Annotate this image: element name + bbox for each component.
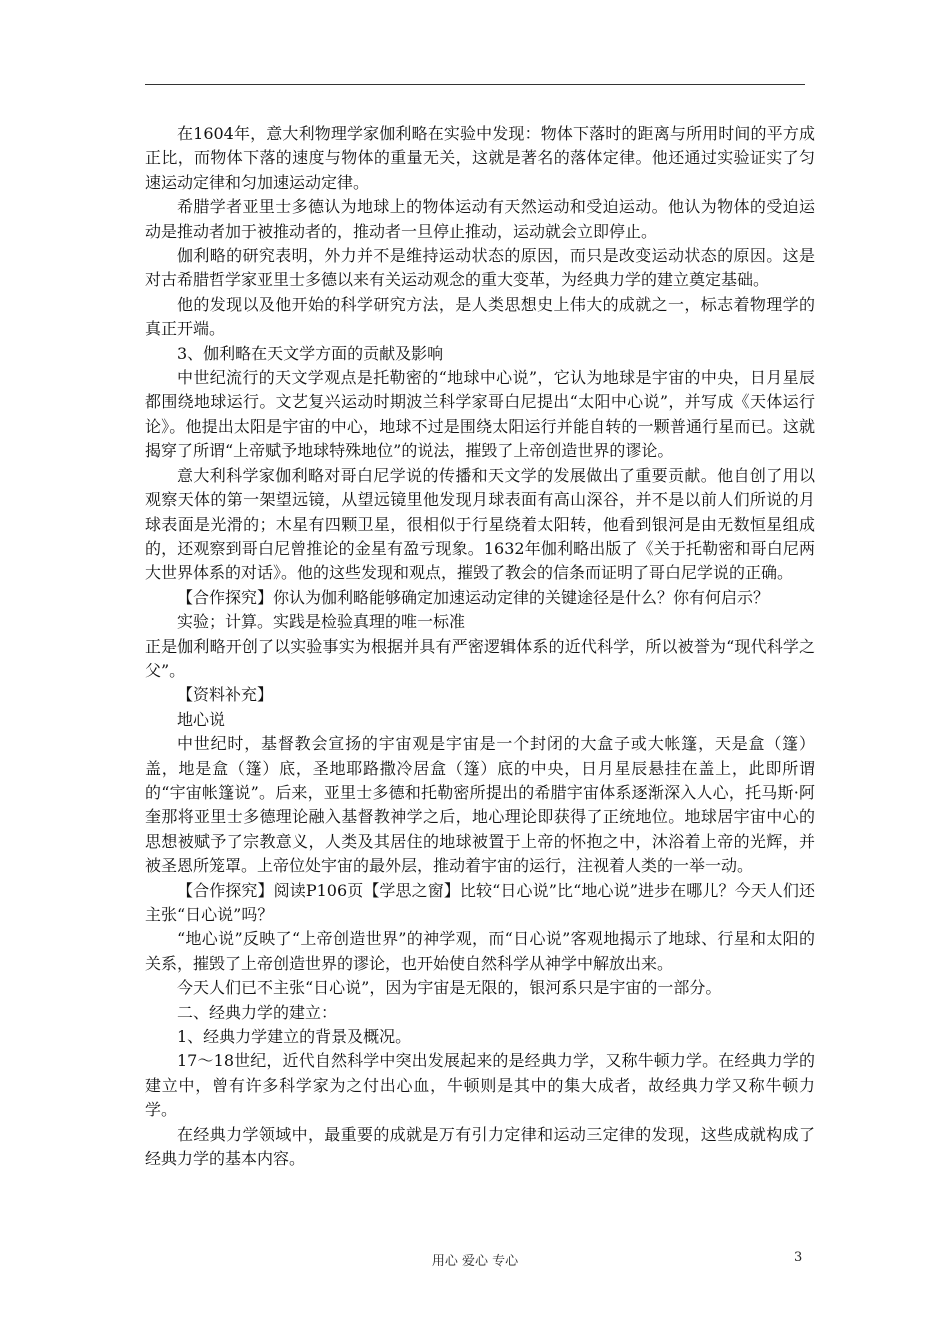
paragraph: 【资料补充】 [177,685,274,705]
footer-motto: 用心 爱心 专心 [431,1254,519,1269]
paragraph: “地心说”反映了“上帝创造世界”的神学观，而“日心说”客观地揭示了地球、行星和太阳的关系，摧毁了上帝创造世界的谬论，也开始使自然科学从神学中解放出来。 [145,929,815,973]
paragraph: 中世纪时，基督教会宣扬的宇宙观是宇宙是一个封闭的大盒子或大帐篷，天是盒（篷）盖，地是盒（篷）底，圣地耶路撒冷居盒（篷）底的中央，日月星辰悬挂在盖上，此即所谓的“宇宙帐篷说”。后来，亚里士多德和托勒密所提出的希腊宇宙体系逐渐深入人心，托马斯·阿奎那将亚里士多德理论融入基督教神学之后，地心理论即获得了正统地位。地球居宇宙中心的思想被赋予了宗教意义，人类及其居住的地球被置于上帝的怀抱之中，沐浴着上帝的光辉，并被圣恩所笼罩。上帝位处宇宙的最外层，推动着宇宙的运行，注视着人类的一举一动。 [145,734,815,876]
paragraph: 在1604年，意大利物理学家伽利略在实验中发现：物体下落时的距离与所用时间的平方成正比，而物体下落的速度与物体的重量无关，这就是著名的落体定律。他还通过实验证实了匀速运动定律和匀加速运动定律。 [145,124,815,192]
paragraph: 今天人们已不主张“日心说”，因为宇宙是无限的，银河系只是宇宙的一部分。 [177,978,722,998]
document-body [145,122,815,1171]
paragraph: 地心说 [177,709,226,729]
paragraph: 希腊学者亚里士多德认为地球上的物体运动有天然运动和受迫运动。他认为物体的受迫运动是推动者加于被推动者的，推动者一旦停止推动，运动就会立即停止。 [145,197,815,241]
paragraph: 【合作探究】你认为伽利略能够确定加速运动定律的关键途径是什么？你有何启示？ [177,587,770,607]
paragraph: 意大利科学家伽利略对哥白尼学说的传播和天文学的发展做出了重要贡献。他自创了用以观察天体的第一架望远镜，从望远镜里他发现月球表面有高山深谷，并不是以前人们所说的月球表面是光滑的；木星有四颗卫星，很相似于行星绕着太阳转，他看到银河是由无数恒星组成的，还观察到哥白尼曾推论的金星有盈亏现象。1632年伽利略出版了《关于托勒密和哥白尼两大世界体系的对话》。他的这些发现和观点，摧毁了教会的信条而证明了哥白尼学说的正确。 [145,465,815,583]
paragraph: 中世纪流行的天文学观点是托勒密的“地球中心说”，它认为地球是宇宙的中央，日月星辰都围绕地球运行。文艺复兴运动时期波兰科学家哥白尼提出“太阳中心说”，并写成《天体运行论》。他提出太阳是宇宙的中心，地球不过是围绕太阳运行并能自转的一颗普通行星而已。这就揭穿了所谓“上帝赋予地球特殊地位”的说法，摧毁了上帝创造世界的谬论。 [145,368,815,461]
paragraph: 他的发现以及他开始的科学研究方法，是人类思想史上伟大的成就之一，标志着物理学的真正开端。 [145,294,815,339]
paragraph: 【合作探究】阅读P106页【学思之窗】比较“日心说”比“地心说”进步在哪儿？今天人们还主张“日心说”吗？ [145,880,815,924]
paragraph: 伽利略的研究表明，外力并不是维持运动状态的原因，而只是改变运动状态的原因。这是对古希腊哲学家亚里士多德以来有关运动观念的重大变革，为经典力学的建立奠定基础。 [145,246,815,290]
paragraph: 正是伽利略开创了以实验事实为根据并具有严密逻辑体系的近代科学，所以被誉为“现代科学之父”。 [145,636,815,680]
paragraph: 17～18世纪，近代自然科学中突出发展起来的是经典力学，又称牛顿力学。在经典力学的建立中，曾有许多科学家为之付出心血，牛顿则是其中的集大成者，故经典力学又称牛顿力学。 [145,1051,815,1120]
header-rule [145,84,805,85]
paragraph: 在经典力学领域中，最重要的成就是万有引力定律和运动三定律的发现，这些成就构成了经典力学的基本内容。 [145,1124,815,1169]
page-number: 3 [794,1250,803,1265]
paragraph: 1、经典力学建立的背景及概况。 [177,1027,412,1047]
paragraph: 3、伽利略在天文学方面的贡献及影响 [177,343,444,363]
paragraph: 实验；计算。实践是检验真理的唯一标准 [177,612,466,632]
paragraph: 二、经典力学的建立： [177,1002,338,1022]
